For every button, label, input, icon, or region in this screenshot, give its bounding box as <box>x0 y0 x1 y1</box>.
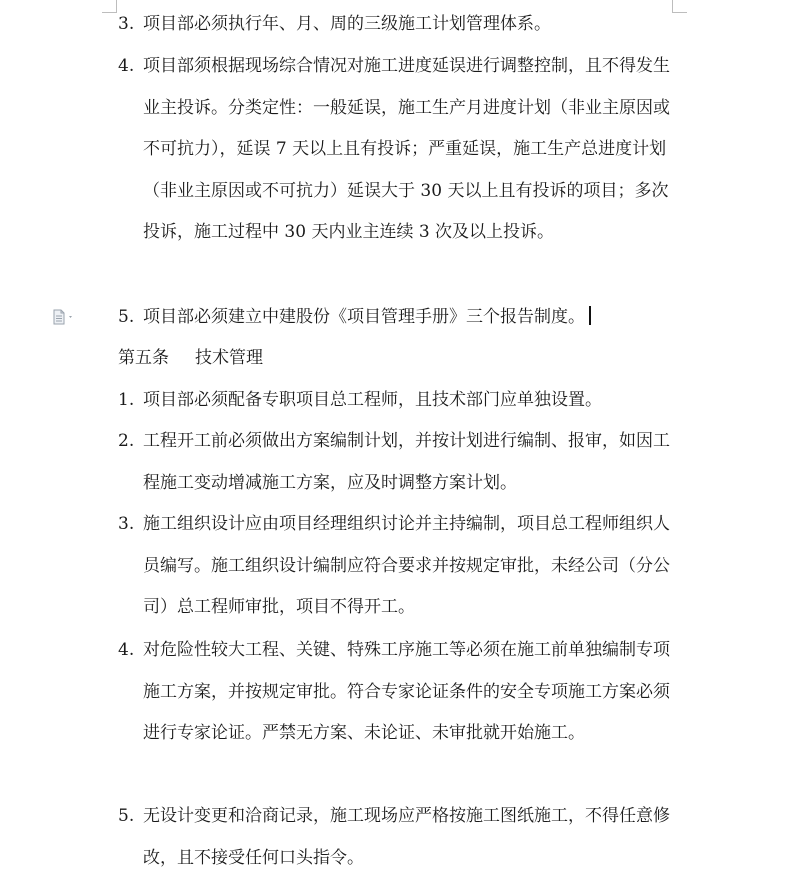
article-number: 第五条 <box>118 348 169 368</box>
list-text: 施工组织设计应由项目经理组织讨论并主持编制，项目总工程师组织人员编写。施工组织设计编制应符合要求并按规定审批，未经公司（分公司）总工程师审批，项目不得开工。 <box>143 514 670 618</box>
list-item[interactable] <box>118 504 678 629</box>
paragraph-icon[interactable] <box>52 309 76 325</box>
list-number: 3. <box>118 14 135 34</box>
list-item[interactable] <box>118 630 678 755</box>
list-number: 4. <box>118 640 135 660</box>
list-number: 2. <box>118 431 135 451</box>
list-text: 项目部必须执行年、月、周的三级施工计划管理体系。 <box>143 14 551 34</box>
list-item[interactable] <box>118 796 678 879</box>
list-number: 3. <box>118 514 135 534</box>
list-text: 项目部必须建立中建股份《项目管理手册》三个报告制度。 <box>143 307 585 327</box>
text-cursor <box>589 306 591 325</box>
list-item[interactable] <box>118 4 678 46</box>
list-text: 对危险性较大工程、关键、特殊工序施工等必须在施工前单独编制专项施工方案，并按规定审批。符合专家论证条件的安全专项施工方案必须进行专家论证。严禁无方案、未论证、未审批就开始施工。 <box>143 640 670 744</box>
list-number: 5. <box>118 806 135 826</box>
list-item[interactable] <box>118 297 678 339</box>
list-text: 项目部须根据现场综合情况对施工进度延误进行调整控制，且不得发生业主投诉。分类定性：一般延误，施工生产月进度计划（非业主原因或不可抗力），延误 7 天以上且有投诉；严重延误，施工生产总进度计划（非业主原因或不可抗力）延误大于 30 天以上且有投诉的项目；多次投诉，施工过程中 30 天内业主连续 3 次及以上投诉。 <box>143 56 670 243</box>
list-text: 项目部必须配备专职项目总工程师，且技术部门应单独设置。 <box>143 390 602 410</box>
section-heading <box>118 338 263 380</box>
list-text: 工程开工前必须做出方案编制计划，并按计划进行编制、报审，如因工程施工变动增减施工方案，应及时调整方案计划。 <box>143 431 670 493</box>
list-text: 无设计变更和洽商记录，施工现场应严格按施工图纸施工，不得任意修改，且不接受任何口头指令。 <box>143 806 670 868</box>
list-number: 4. <box>118 56 135 76</box>
list-number: 5. <box>118 307 135 327</box>
list-item[interactable] <box>118 421 678 504</box>
list-item[interactable] <box>118 46 678 254</box>
crop-mark-left <box>102 0 117 13</box>
list-number: 1. <box>118 390 135 410</box>
section-title: 技术管理 <box>195 348 263 368</box>
list-item[interactable] <box>118 380 678 422</box>
